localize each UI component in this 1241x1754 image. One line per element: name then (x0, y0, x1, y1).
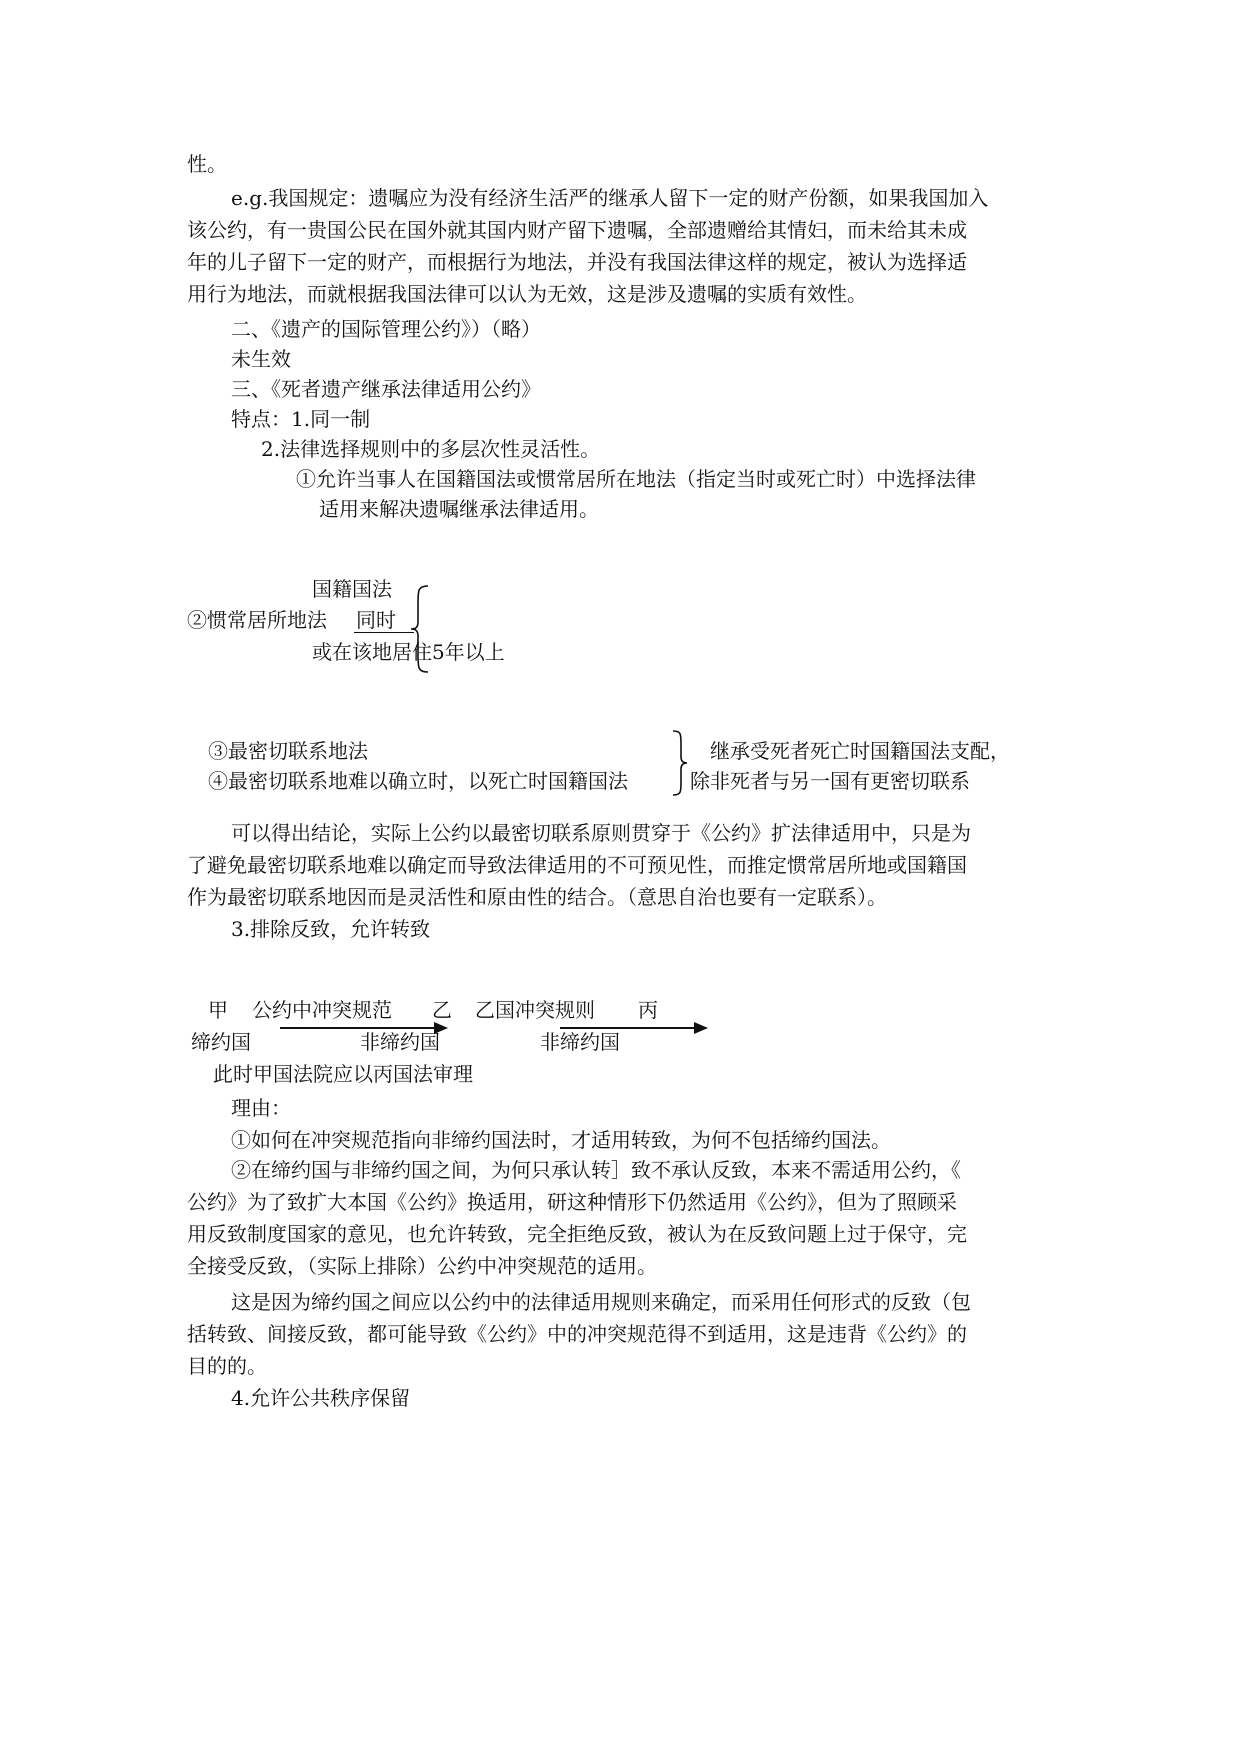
paragraph-conclusion (187, 817, 1057, 913)
brace2-right-line-2: 除非死者与另一国有更密切联系 (690, 769, 970, 793)
paragraph-line: 括转致、间接反致，都可能导致《公约》中的冲突规范得不到适用，这是违背《公约》的 (187, 1322, 967, 1346)
heading-convention-2: 二、《遗产的国际管理公约》）（略） (231, 317, 541, 341)
reason-label: 理由： (231, 1096, 291, 1120)
paragraph-line: 该公约，有一贵国公民在国外就其国内财产留下遗嘱，全部遗赠给其情妇，而未给其未成 (187, 218, 967, 242)
paragraph-line: 全接受反致，（实际上排除）公约中冲突规范的适用。 (187, 1254, 657, 1278)
paragraph-line: 年的儿子留下一定的财产，而根据行为地法，并没有我国法律这样的规定，被认为选择适 (187, 250, 967, 274)
item-4: ④最密切联系地难以确立时，以死亡时国籍国法 (208, 769, 628, 793)
paragraph-line: 用行为地法，而就根据我国法律可以认为无效，这是涉及遗嘱的实质有效性。 (187, 282, 867, 306)
diagram-yi: 乙 (432, 998, 452, 1022)
reason-1: ①如何在冲突规范指向非缔约国法时，才适用转致，为何不包括缔约国法。 (231, 1128, 891, 1152)
heading-note: 未生效 (231, 347, 291, 371)
brace1-underline (354, 632, 414, 633)
diagram-rule-1: 公约中冲突规范 (252, 998, 392, 1022)
paragraph-reason-2 (187, 1154, 1057, 1282)
diagram-sub-3: 非缔约国 (540, 1030, 620, 1054)
brace2-right-line-1: 继承受死者死亡时国籍国法支配， (710, 739, 1010, 763)
brace2-glyph (672, 729, 688, 802)
diagram-bing: 丙 (638, 998, 658, 1022)
paragraph-line: ②在缔约国与非缔约国之间，为何只承认转］致不承认反致，本来不需适用公约，《 (231, 1158, 961, 1182)
paragraph-line: 这是因为缔约国之间应以公约中的法律适用规则来确定，而采用任何形式的反致（包 (231, 1290, 971, 1314)
brace1-mid-label: 同时 (356, 608, 396, 632)
paragraph-example (187, 182, 1057, 310)
paragraph-line: 公约》为了致扩大本国《公约》换适用，研这种情形下仍然适用《公约》，但为了照顾采 (187, 1190, 957, 1214)
paragraph-line: 目的的。 (187, 1354, 267, 1378)
diagram-note: 此时甲国法院应以丙国法审理 (213, 1062, 473, 1086)
brace1-left-label: ②惯常居所地法 (187, 608, 327, 632)
diagram-sub-2: 非缔约国 (360, 1030, 440, 1054)
item-1-line-1: ①允许当事人在国籍国法或惯常居所在地法（指定当时或死亡时）中选择法律 (296, 467, 976, 491)
brace1-bottom-label: 或在该地居住5年以上 (312, 640, 505, 664)
paragraph-line: 了避免最密切联系地难以确定而导致法律适用的不可预见性，而推定惯常居所地或国籍国 (187, 853, 967, 877)
feature-4: 4.允许公共秩序保留 (231, 1386, 411, 1410)
paragraph-line: 作为最密切联系地因而是灵活性和原由性的结合。（意思自治也要有一定联系）。 (187, 885, 887, 909)
paragraph-explanation (187, 1286, 1057, 1382)
brace1-top-label: 国籍国法 (312, 577, 392, 601)
item-3: ③最密切联系地法 (208, 739, 368, 763)
continuation-line: 性。 (187, 152, 227, 176)
paragraph-line: 用反致制度国家的意见，也允许转致，完全拒绝反致，被认为在反致问题上过于保守，完 (187, 1222, 967, 1246)
feature-2: 2.法律选择规则中的多层次性灵活性。 (261, 437, 601, 461)
diagram-sub-1: 缔约国 (191, 1030, 251, 1054)
item-1-line-2: 适用来解决遗嘱继承法律适用。 (319, 497, 599, 521)
feature-3: 3.排除反致，允许转致 (231, 917, 431, 941)
paragraph-line: 可以得出结论，实际上公约以最密切联系原则贯穿于《公约》扩法律适用中，只是为 (231, 821, 971, 845)
diagram-jia: 甲 (208, 998, 228, 1022)
feature-1: 特点：1.同一制 (231, 407, 371, 431)
paragraph-line: e.g.我国规定：遗嘱应为没有经济生活严的继承人留下一定的财产份额，如果我国加入 (231, 186, 989, 210)
diagram-rule-2: 乙国冲突规则 (475, 998, 595, 1022)
heading-convention-3: 三、《死者遗产继承法律适用公约》 (231, 377, 541, 401)
